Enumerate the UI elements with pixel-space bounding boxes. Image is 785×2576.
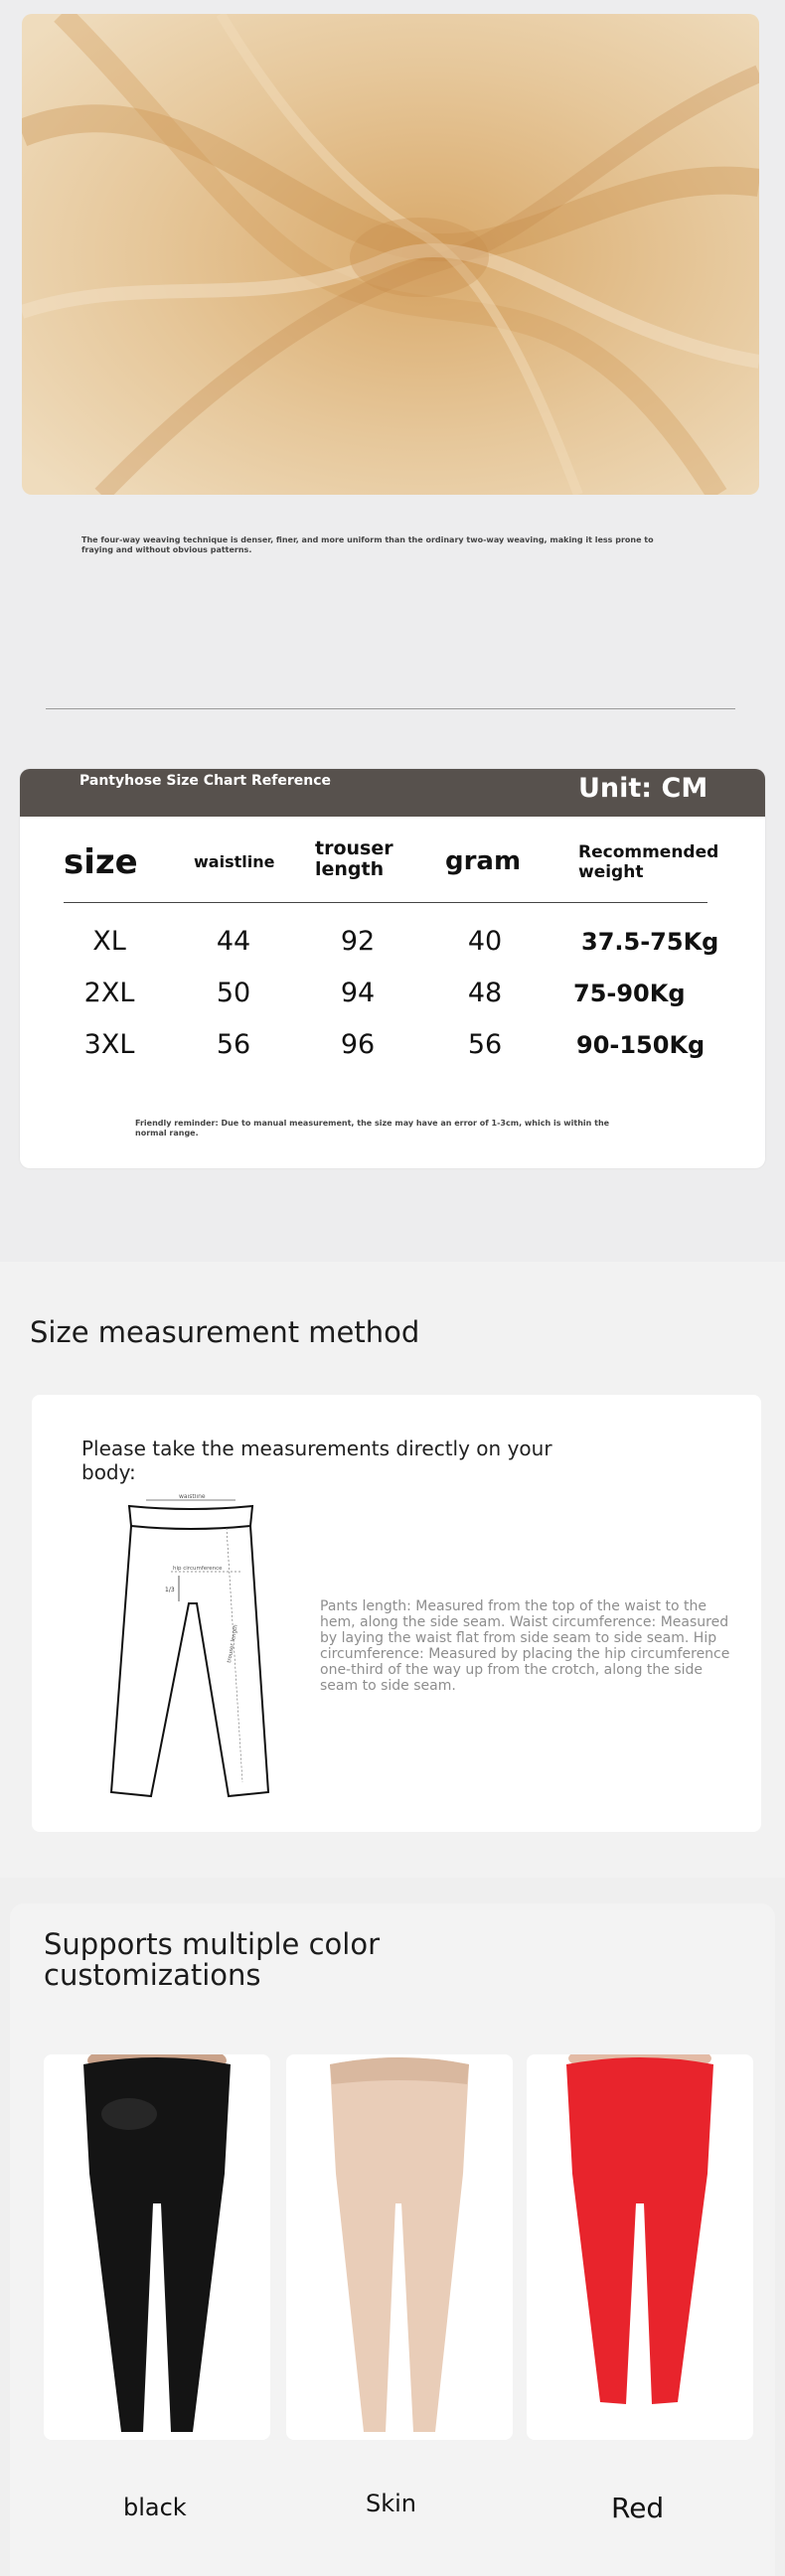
pants-diagram [101, 1494, 280, 1822]
row-size: 2XL [83, 978, 135, 1008]
row-waistline: 56 [216, 1029, 251, 1060]
colors-section [0, 1878, 785, 2576]
header-recommended-weight: Recommended weight [578, 842, 719, 882]
row-trouser-length: 92 [340, 926, 376, 957]
size-chart-unit: Unit: CM [578, 773, 708, 804]
row-gram: 56 [467, 1029, 503, 1060]
color-label-red[interactable]: Red [611, 2492, 665, 2524]
measurement-title: Size measurement method [30, 1315, 420, 1349]
fabric-section [0, 0, 785, 1262]
color-photo-skin[interactable] [286, 2054, 513, 2440]
header-trouser-length: trouser length [315, 837, 393, 880]
colors-title: Supports multiple color customizations [44, 1927, 381, 1992]
color-label-black[interactable]: black [123, 2494, 187, 2521]
row-weight: 90-150Kg [576, 1031, 706, 1059]
row-waistline: 50 [216, 978, 251, 1008]
row-gram: 40 [467, 926, 503, 957]
colors-card [10, 1903, 775, 2576]
size-chart-title: Pantyhose Size Chart Reference [79, 773, 331, 789]
header-waistline: waistline [194, 852, 275, 871]
header-underline [64, 902, 707, 903]
measurement-card [32, 1395, 761, 1832]
diagram-label-waistline: waistline [179, 1494, 206, 1500]
row-weight: 75-90Kg [573, 980, 686, 1007]
diagram-label-hip: hip circumference [173, 1566, 223, 1572]
fabric-image [22, 14, 759, 495]
color-label-skin[interactable]: Skin [366, 2490, 417, 2517]
color-photo-red[interactable] [527, 2054, 753, 2440]
header-size: size [64, 842, 138, 882]
diagram-label-trouser: trouser length [227, 1623, 239, 1664]
color-photo-black[interactable] [44, 2054, 270, 2440]
row-size: 3XL [83, 1029, 135, 1060]
row-size: XL [92, 926, 126, 957]
row-gram: 48 [467, 978, 503, 1008]
measurement-intro: Please take the measurements directly on your body: [81, 1437, 552, 1484]
size-chart-header-bar [20, 769, 765, 817]
header-gram: gram [445, 846, 522, 876]
row-weight: 37.5-75Kg [581, 928, 719, 956]
fabric-caption: The four-way weaving technique is denser, finer, and more uniform than the ordinary two-way weaving, making it less prone to fraying and without obvious patterns. [81, 535, 654, 554]
row-trouser-length: 96 [340, 1029, 376, 1060]
size-chart-card [20, 769, 765, 1168]
diagram-label-mark: 1/3 [165, 1587, 175, 1593]
row-trouser-length: 94 [340, 978, 376, 1008]
row-waistline: 44 [216, 926, 251, 957]
measurement-section [0, 1262, 785, 1878]
measurement-description: Pants length: Measured from the top of the waist to the hem, along the side seam. Waist circumference: Measured by laying the waist flat from side seam to side seam. Hip circumference: Measured by placing the hip circumference one-third of the way up from the crotch, along the side seam to side seam. [320, 1598, 730, 1694]
divider [46, 708, 735, 709]
size-chart-note: Friendly reminder: Due to manual measurement, the size may have an error of 1-3cm, which is within the normal range. [135, 1119, 610, 1137]
